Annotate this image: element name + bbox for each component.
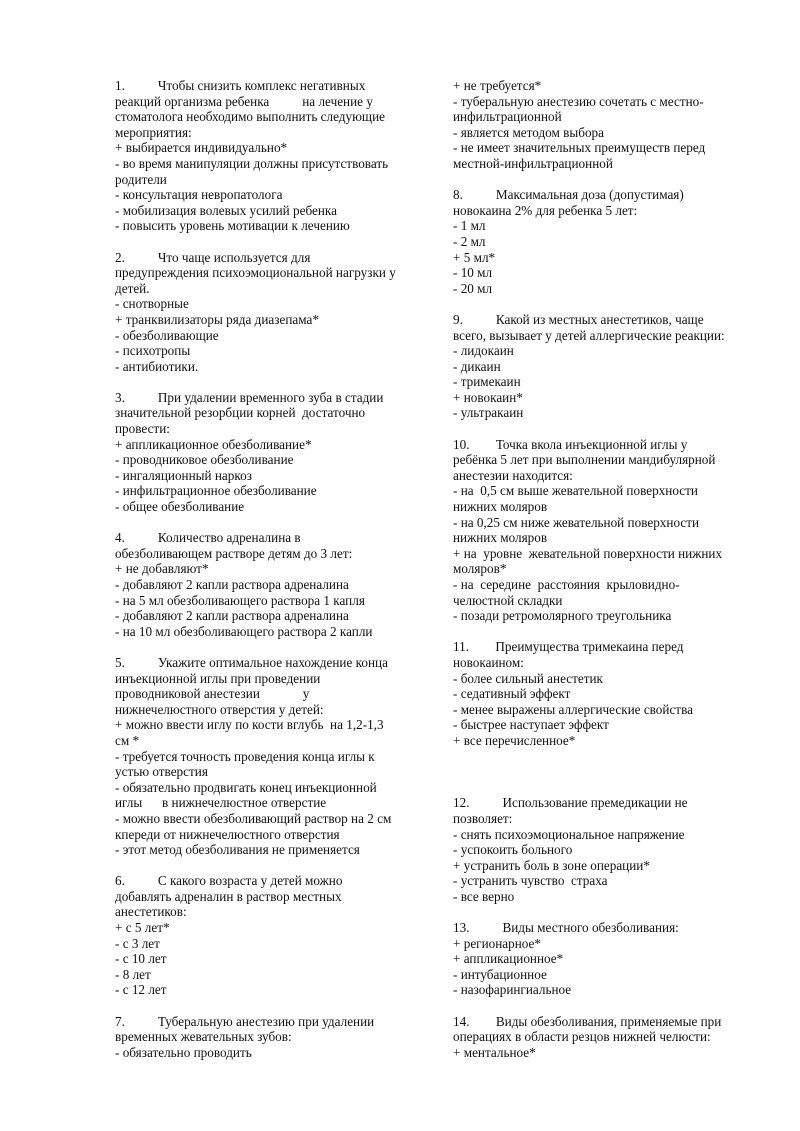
left-column-line: - добавляют 2 капли раствора адреналина: [115, 608, 349, 624]
left-column-line: устью отверстия: [115, 764, 208, 780]
right-column-line: - снять психоэмоциональное напряжение: [453, 826, 685, 842]
right-column-line: - ультракаин: [453, 405, 524, 421]
left-column-line: реакций организма ребенка на лечение у: [115, 93, 373, 109]
left-column-line: родители: [115, 171, 167, 187]
left-column-spacer: [115, 858, 415, 874]
right-column-spacer: [453, 624, 743, 640]
left-column-line: 5. Укажите оптимальное нахождение конца: [115, 654, 388, 670]
right-column-line: моляров*: [453, 561, 507, 577]
left-column-line: проводниковой анестезии у: [115, 686, 310, 702]
right-column-line: 11. Преимущества тримекаина перед: [453, 639, 684, 655]
left-column-line: - этот метод обезболивания не применяется: [115, 842, 360, 858]
left-column-line: добавлять адреналин в раствор местных: [115, 888, 342, 904]
right-column-spacer: [453, 421, 743, 437]
right-column-line: 8. Максимальная доза (допустимая): [453, 187, 684, 203]
right-column-line: ребёнка 5 лет при выполнении мандибулярной: [453, 452, 716, 468]
right-column-line: - дикаин: [453, 358, 501, 374]
right-column-line: челюстной складки: [453, 592, 563, 608]
right-column-line: - на 0,5 см выше жевательной поверхности: [453, 483, 698, 499]
left-column-line: предупреждения психоэмоциональной нагрузки у: [115, 265, 396, 281]
right-column-line: - интубационное: [453, 966, 547, 982]
right-column-line: новокаина 2% для ребенка 5 лет:: [453, 202, 638, 218]
left-column-line: + не добавляют*: [115, 561, 209, 577]
left-column-spacer: [115, 234, 415, 250]
left-column-line: иглы в нижнечелюстное отверстие: [115, 795, 327, 811]
right-column-line: + устранить боль в зоне операции*: [453, 857, 650, 873]
left-column-line: 4. Количество адреналина в: [115, 530, 301, 546]
left-column-line: - обязательно проводить: [115, 1044, 252, 1060]
left-column-line: - во время манипуляции должны присутствовать: [115, 155, 389, 171]
left-column-line: - 8 лет: [115, 966, 151, 982]
left-column: [115, 78, 415, 1060]
right-column-line: операциях в области резцов нижней челюсти:: [453, 1029, 711, 1045]
right-column-line: нижних моляров: [453, 499, 548, 515]
right-column-line: 13. Виды местного обезболивания:: [453, 920, 679, 936]
left-column-line: 7. Туберальную анестезию при удалении: [115, 1013, 375, 1029]
left-column-line: мероприятия:: [115, 124, 192, 140]
left-column-line: + аппликационное обезболивание*: [115, 436, 312, 452]
left-column-spacer: [115, 639, 415, 655]
right-column-line: инфильтрационной: [453, 109, 562, 125]
right-column-line: - тримекаин: [453, 374, 521, 390]
right-column-line: - более сильный анестетик: [453, 670, 603, 686]
left-column-line: - инфильтрационное обезболивание: [115, 483, 317, 499]
left-column-line: - с 10 лет: [115, 951, 167, 967]
right-column-line: - является методом выбора: [453, 124, 604, 140]
left-column-line: детей.: [115, 280, 150, 296]
left-column-line: - на 10 мл обезболивающего раствора 2 капли: [115, 623, 373, 639]
right-column-line: местной-инфильтрационной: [453, 155, 613, 171]
right-column-line: - 20 мл: [453, 280, 493, 296]
right-column-line: - 1 мл: [453, 218, 486, 234]
right-column-line: - на 0,25 см ниже жевательной поверхности: [453, 514, 700, 530]
right-column-line: - быстрее наступает эффект: [453, 717, 609, 733]
left-column-line: - консультация невропатолога: [115, 187, 283, 203]
left-column-line: + можно ввести иглу по кости вглубь на 1,2-1,3: [115, 717, 384, 733]
right-column-line: + аппликационное*: [453, 951, 564, 967]
right-column-spacer: [453, 998, 743, 1014]
left-column-line: - обезболивающие: [115, 327, 219, 343]
right-column-line: - туберальную анестезию сочетать с местно-: [453, 93, 704, 109]
left-column-line: - можно ввести обезболивающий раствор на 2 см: [115, 810, 392, 826]
right-column-spacer: [453, 904, 743, 920]
left-column-line: см *: [115, 732, 140, 748]
right-column-spacer: [453, 172, 743, 188]
right-column-line: - лидокаин: [453, 343, 514, 359]
left-column-line: стоматолога необходимо выполнить следующие: [115, 109, 385, 125]
left-column-line: временных жевательных зубов:: [115, 1029, 292, 1045]
left-column-line: инъекционной иглы при проведении: [115, 670, 321, 686]
right-column-line: - не имеет значительных преимуществ перед: [453, 140, 706, 156]
right-column-line: + 5 мл*: [453, 249, 496, 265]
left-column-line: нижнечелюстного отверстия у детей:: [115, 701, 324, 717]
right-column-spacer: [453, 749, 743, 765]
left-column-line: значительной резорбции корней достаточно: [115, 405, 366, 421]
right-column-line: - 10 мл: [453, 265, 493, 281]
right-column-line: 12. Использование премедикации не: [453, 795, 688, 811]
left-column-line: - с 3 лет: [115, 935, 160, 951]
left-column-line: - антибиотики.: [115, 358, 199, 374]
left-column-line: - мобилизация волевых усилий ребенка: [115, 202, 337, 218]
left-column-line: 3. При удалении временного зуба в стадии: [115, 389, 384, 405]
right-column-line: - устранить чувство страха: [453, 873, 608, 889]
right-column-line: - на середине расстояния крыловидно-: [453, 577, 680, 592]
left-column-line: 6. С какого возраста у детей можно: [115, 873, 343, 889]
left-column-line: - ингаляционный наркоз: [115, 467, 252, 483]
left-column-spacer: [115, 998, 415, 1014]
left-column-spacer: [115, 374, 415, 390]
left-column-line: - проводниковое обезболивание: [115, 452, 294, 468]
right-column-line: + новокаин*: [453, 389, 523, 405]
right-column-line: - назофарингиальное: [453, 982, 572, 998]
left-column-line: - с 12 лет: [115, 982, 167, 998]
left-column-line: + с 5 лет*: [115, 920, 170, 936]
right-column-line: 10. Точка вкола инъекционной иглы у: [453, 436, 688, 452]
left-column-line: кпереди от нижнечелюстного отверстия: [115, 826, 340, 842]
right-column-line: + не требуется*: [453, 78, 542, 93]
right-column-line: нижних моляров: [453, 530, 548, 546]
right-column-line: 14. Виды обезболивания, применяемые при: [453, 1013, 722, 1029]
right-column-line: + ментальное*: [453, 1044, 536, 1060]
left-column-line: анестетиков:: [115, 904, 187, 920]
right-column-line: анестезии находится:: [453, 467, 573, 483]
right-column-line: + на уровне жевательной поверхности нижних: [453, 545, 723, 561]
right-column-line: - менее выражены аллергические свойства: [453, 701, 693, 717]
right-column-spacer: [453, 780, 743, 796]
left-column-line: + выбирается индивидуально*: [115, 140, 288, 156]
right-column: [453, 78, 743, 1060]
left-column-line: + транквилизаторы ряда диазепама*: [115, 311, 319, 327]
right-column-line: - успокоить больного: [453, 842, 573, 858]
right-column-spacer: [453, 764, 743, 780]
left-column-line: 1. Чтобы снизить комплекс негативных: [115, 78, 366, 93]
right-column-line: - 2 мл: [453, 233, 486, 249]
left-column-line: 2. Что чаще используется для: [115, 249, 311, 265]
left-column-line: - общее обезболивание: [115, 499, 245, 515]
left-column-line: провести:: [115, 421, 170, 437]
right-column-line: + регионарное*: [453, 935, 542, 951]
left-column-line: - психотропы: [115, 343, 191, 359]
left-column-line: - снотворные: [115, 296, 189, 312]
right-column-line: всего, вызывает у детей аллергические реакции:: [453, 327, 725, 343]
right-column-line: новокаином:: [453, 654, 524, 670]
left-column-line: - добавляют 2 капли раствора адреналина: [115, 577, 349, 592]
right-column-line: позволяет:: [453, 810, 513, 826]
right-column-line: - позади ретромолярного треугольника: [453, 608, 672, 624]
right-column-line: 9. Какой из местных анестетиков, чаще: [453, 311, 704, 327]
right-column-line: - все верно: [453, 888, 515, 904]
right-column-line: - седативный эффект: [453, 686, 571, 702]
right-column-spacer: [453, 296, 743, 312]
left-column-spacer: [115, 515, 415, 531]
left-column-line: - требуется точность проведения конца иглы к: [115, 748, 375, 764]
left-column-line: обезболивающем растворе детям до 3 лет:: [115, 545, 353, 561]
left-column-line: - обязательно продвигать конец инъекционной: [115, 779, 377, 795]
left-column-line: - повысить уровень мотивации к лечению: [115, 218, 350, 234]
left-column-line: - на 5 мл обезболивающего раствора 1 капля: [115, 592, 365, 608]
right-column-line: + все перечисленное*: [453, 732, 576, 748]
